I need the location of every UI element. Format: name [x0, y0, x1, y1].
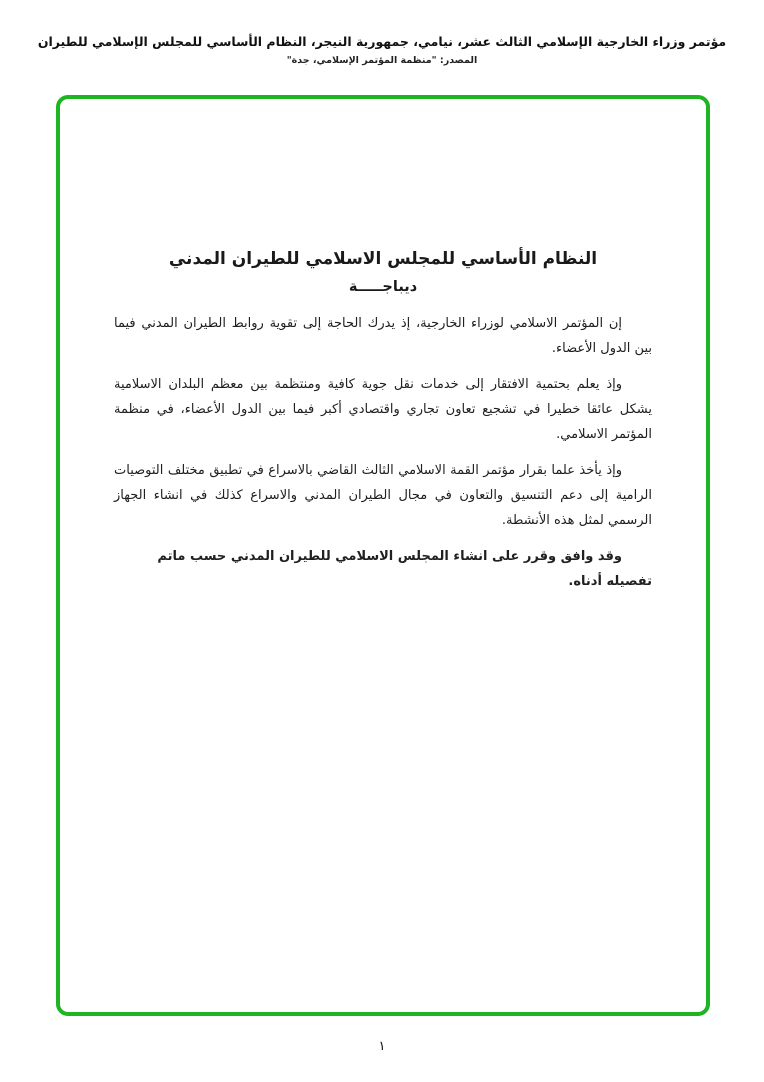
page-subtitle: ديباجـــــة [348, 279, 418, 295]
paragraph: وقد وافق وقرر على انشاء المجلس الاسلامي للطيران المدني حسب ماتم تفصيله أدناه. [157, 548, 652, 590]
document-header [0, 34, 764, 66]
page-number: ١ [378, 1039, 386, 1054]
body-text [114, 311, 652, 594]
scanned-page-frame [56, 95, 710, 1016]
paragraph: إن المؤتمر الاسلامي لوزراء الخارجية، إذ يدرك الحاجة إلى تقوية روابط الطيران المدني فيما بين الدول الأعضاء. [114, 316, 652, 357]
header-source: المصدر: "منظمة المؤتمر الإسلامي، جدة" [286, 55, 478, 66]
paragraph: وإذ يأخذ علما بقرار مؤتمر القمة الاسلامي الثالث القاضي بالاسراع في تطبيق مختلف التوصيات الرامية إلى دعم التنسيق والتعاون في مجال الطيران المدني والاسراع كذلك في انشاء الجهاز الرسمي لمثل هذه الأنشطة. [114, 462, 652, 529]
paragraph: وإذ يعلم بحتمية الافتقار إلى خدمات نقل جوية كافية ومنتظمة بين معظم البلدان الاسلامية يشكل عائقا خطيرا في تشجيع تعاون تجاري واقتصادي أكبر فيما بين الدول الأعضاء، في منظمة المؤتمر الاسلامي. [114, 376, 652, 443]
scanned-page-content [60, 99, 706, 1012]
page-title: النظام الأساسي للمجلس الاسلامي للطيران المدني [168, 249, 598, 269]
header-title: مؤتمر وزراء الخارجية الإسلامي الثالث عشر، نيامي، جمهورية النيجر، النظام الأساسي للمجلس الإسلامي للطيران [37, 34, 727, 49]
